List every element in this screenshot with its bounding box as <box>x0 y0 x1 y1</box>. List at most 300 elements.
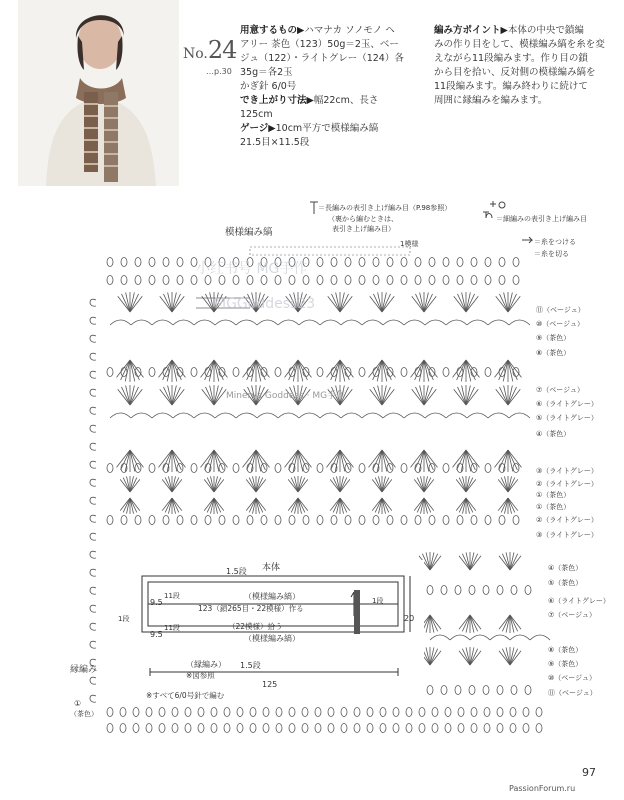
top-edge-2-loop <box>429 276 435 285</box>
band-4-loop <box>513 464 519 473</box>
points-line-1: 本体の中央で鎖編 <box>507 25 584 36</box>
gauge-line-2: 21.5目×11.5段 <box>240 137 310 148</box>
bottom-edge-2-loop <box>406 724 412 733</box>
row-label-bottom-6: ⑥（ライトグレー） <box>548 597 610 605</box>
band-1-loop <box>373 516 379 525</box>
top-edge-2-loop <box>331 276 337 285</box>
left-edge-hook <box>90 497 96 504</box>
bottom-edge-2-loop <box>497 724 503 733</box>
top-edge-loop <box>401 258 407 267</box>
row-label-mid-3: ③（ライトグレー） <box>536 531 598 539</box>
band-10-arch <box>131 320 152 325</box>
gauge-line-1: 10cm平方で模様編み縞 <box>275 123 379 134</box>
hook-note: ※すべて6/0号針で編む <box>146 691 225 700</box>
top-edge-2-loop <box>135 276 141 285</box>
bottom-edge-loop <box>172 708 178 717</box>
left-edge-hook <box>90 533 96 540</box>
bottom-edge-2-loop <box>380 724 386 733</box>
bottom-edge-loop <box>315 708 321 717</box>
row-label-top-11: ⑪（ベージュ） <box>536 306 585 314</box>
schematic-side-b: 9.5 <box>150 630 163 639</box>
bottom-edge-2-loop <box>302 724 308 733</box>
lower-5-loop <box>469 586 475 595</box>
band-4-loop <box>275 464 281 473</box>
band-1-loop <box>317 516 323 525</box>
top-edge-2-loop <box>485 276 491 285</box>
top-edge-2-loop <box>121 276 127 285</box>
band-10-arch <box>110 320 131 325</box>
bottom-edge-loop <box>133 708 139 717</box>
row-label-top-6: ⑥（ライトグレー） <box>536 400 598 408</box>
schematic-left-rows-unit: 段 <box>122 615 130 623</box>
left-edge-hook <box>90 299 96 306</box>
lower-5-loop <box>483 586 489 595</box>
schematic-side-rows-a-unit: 段 <box>172 592 180 600</box>
page-reference: …p.30 <box>206 67 232 76</box>
schematic-side-rows-b-unit: 段 <box>172 624 180 632</box>
band-8-loop <box>485 368 491 377</box>
yarn-line-3: ジュ（122）・ライトグレー（124）各 <box>240 53 404 64</box>
band-8-loop <box>191 368 197 377</box>
lower-11-loop <box>441 686 447 695</box>
lower-5-loop <box>455 586 461 595</box>
schematic-upper-band: （模様編み縞） <box>244 592 300 601</box>
lower-11-loop <box>469 686 475 695</box>
top-edge-loop <box>345 258 351 267</box>
band-1-loop <box>233 516 239 525</box>
band-4-loop <box>429 464 435 473</box>
top-edge-2-loop <box>345 276 351 285</box>
top-edge-loop <box>499 258 505 267</box>
schematic-title: 本体 <box>262 563 281 573</box>
schematic-top-rows <box>226 566 247 577</box>
top-edge-2-loop <box>387 276 393 285</box>
schematic-top-rows-value: 1.5 <box>226 567 239 576</box>
band-1-loop <box>415 516 421 525</box>
bottom-edge-loop <box>484 708 490 717</box>
top-edge-loop <box>373 258 379 267</box>
top-edge-loop <box>163 258 169 267</box>
band-1-loop <box>191 516 197 525</box>
schematic-right-rows <box>372 596 383 606</box>
schematic-bottom-rows-value: 1.5 <box>240 661 253 670</box>
band-4-loop <box>107 464 113 473</box>
page-number: 97 <box>582 766 596 779</box>
bottom-edge-2-loop <box>471 724 477 733</box>
schematic-right-rows-value: 1 <box>372 597 377 605</box>
top-edge-2-loop <box>163 276 169 285</box>
band-4-loop <box>387 464 393 473</box>
row-label-top-5: ⑤（ライトグレー） <box>536 414 598 422</box>
lower-5-loop <box>441 586 447 595</box>
band-6-arch <box>152 413 173 418</box>
band-10-arch <box>446 320 467 325</box>
bottom-edge-loop <box>497 708 503 717</box>
band-6-arch <box>236 413 257 418</box>
left-edge-hook <box>90 479 96 486</box>
left-edge-hook <box>90 389 96 396</box>
schematic-side-rows-a-value: 11 <box>164 592 173 600</box>
bottom-edge-2-loop <box>146 724 152 733</box>
band-6-arch <box>173 413 194 418</box>
left-edge-hook <box>90 551 96 558</box>
band-4-loop <box>303 464 309 473</box>
row-label-bottom-11: ⑪（ベージュ） <box>548 689 597 697</box>
top-edge-2-loop <box>499 276 505 285</box>
band-1-loop <box>485 516 491 525</box>
bottom-edge-2-loop <box>354 724 360 733</box>
band-8-loop <box>275 368 281 377</box>
band-6-arch <box>341 413 362 418</box>
band-10-arch <box>299 320 320 325</box>
bottom-edge-2-loop <box>185 724 191 733</box>
lower-5-loop <box>511 586 517 595</box>
band-8-loop <box>401 368 407 377</box>
top-edge-loop <box>177 258 183 267</box>
top-edge-2-loop <box>107 276 113 285</box>
top-edge-loop <box>317 258 323 267</box>
bottom-edge-loop <box>328 708 334 717</box>
bottom-edge-loop <box>302 708 308 717</box>
top-edge-2-loop <box>177 276 183 285</box>
top-edge-loop <box>457 258 463 267</box>
bottom-edge-loop <box>237 708 243 717</box>
schematic-border-ref: ※図参照 <box>186 671 215 680</box>
band-1-loop <box>261 516 267 525</box>
bottom-edge-2-loop <box>172 724 178 733</box>
band-1-loop <box>247 516 253 525</box>
band-1-loop <box>331 516 337 525</box>
band-1-loop <box>177 516 183 525</box>
watermark-1: Minerva Goddess · MG手作 <box>226 391 346 401</box>
band-10-arch <box>215 320 236 325</box>
left-edge-hook <box>90 407 96 414</box>
band-8-loop <box>107 368 113 377</box>
bottom-edge-loop <box>120 708 126 717</box>
band-1-loop <box>219 516 225 525</box>
bottom-edge-2-loop <box>393 724 399 733</box>
band-10-arch <box>194 320 215 325</box>
row-label-top-9: ⑨（茶色） <box>536 334 571 342</box>
one-pattern-label: 1模様 <box>400 240 419 248</box>
top-edge-loop <box>443 258 449 267</box>
band-6-arch <box>278 413 299 418</box>
schematic-cast-on: 123（鎖265目・22模様）作る <box>198 604 304 613</box>
lower-8-arch <box>490 635 510 640</box>
schematic-bottom-rows-unit: 段 <box>252 661 261 670</box>
band-6-arch <box>194 413 215 418</box>
lower-5-loop <box>525 586 531 595</box>
band-6-arch <box>404 413 425 418</box>
bottom-edge-2-loop <box>328 724 334 733</box>
size-heading: でき上がり寸法▶ <box>240 95 314 106</box>
bottom-edge-2-loop <box>484 724 490 733</box>
bottom-edge-loop <box>107 708 113 717</box>
legend-line-1: ＝長編みの表引き上げ編み目（P.98参照） <box>318 204 452 212</box>
lower-11-loop <box>455 686 461 695</box>
schematic-bottom-rows <box>240 660 261 671</box>
row-label-bottom-7: ⑦（ベージュ） <box>548 611 596 619</box>
gauge-heading: ゲージ▶ <box>240 123 276 134</box>
band-1-loop <box>359 516 365 525</box>
bottom-edge-2-loop <box>432 724 438 733</box>
lower-8-arch <box>530 635 550 640</box>
band-10-arch <box>404 320 425 325</box>
row-label-top-2: ②（ライトグレー） <box>536 480 598 488</box>
row-label-mid-1: ①（茶色） <box>536 503 571 511</box>
band-10-arch <box>383 320 404 325</box>
row-label-top-7: ⑦（ベージュ） <box>536 386 584 394</box>
bottom-edge-2-loop <box>133 724 139 733</box>
band-8-loop <box>149 368 155 377</box>
top-edge-2-loop <box>457 276 463 285</box>
band-1-loop <box>289 516 295 525</box>
band-1-loop <box>107 516 113 525</box>
pattern-number-value: 24 <box>207 36 237 64</box>
band-6-arch <box>110 413 131 418</box>
left-edge-hook <box>90 335 96 342</box>
band-6-arch <box>131 413 152 418</box>
materials-heading: 用意するもの▶ <box>240 25 305 36</box>
row-label-top-10: ⑩（ベージュ） <box>536 320 584 328</box>
bottom-edge-2-loop <box>289 724 295 733</box>
bottom-edge-2-loop <box>107 724 113 733</box>
schematic-side-rows-b-value: 11 <box>164 624 173 632</box>
band-10-arch <box>278 320 299 325</box>
top-edge-loop <box>471 258 477 267</box>
band-10-arch <box>257 320 278 325</box>
band-4-loop <box>443 464 449 473</box>
band-6-arch <box>362 413 383 418</box>
band-1-loop <box>401 516 407 525</box>
lower-11-loop <box>511 686 517 695</box>
bottom-edge-2-loop <box>120 724 126 733</box>
lower-11-loop <box>497 686 503 695</box>
bottom-edge-2-loop <box>536 724 542 733</box>
chart-title: 模様編み縞 <box>225 227 273 238</box>
band-4-loop <box>317 464 323 473</box>
top-edge-loop <box>513 258 519 267</box>
bottom-edge-loop <box>432 708 438 717</box>
left-edge-hook <box>90 623 96 630</box>
points-line-2: みの作り目をして、模様編み縞を糸を変 <box>434 39 605 50</box>
band-1-loop <box>303 516 309 525</box>
band-4-loop <box>149 464 155 473</box>
band-6-arch <box>446 413 467 418</box>
bottom-edge-2-loop <box>315 724 321 733</box>
left-edge-hook <box>90 371 96 378</box>
schematic-pickup: （22模様）拾う <box>228 622 283 631</box>
band-4-loop <box>135 464 141 473</box>
pattern-number-label: No. <box>183 46 208 62</box>
bottom-edge-loop <box>380 708 386 717</box>
band-1-loop <box>499 516 505 525</box>
lower-8-arch <box>450 635 470 640</box>
schematic-side-rows-b <box>164 623 180 633</box>
row-label-bottom-4: ④（茶色） <box>548 564 583 572</box>
band-4-loop <box>359 464 365 473</box>
top-edge-2-loop <box>513 276 519 285</box>
band-1-loop <box>135 516 141 525</box>
band-4-loop <box>401 464 407 473</box>
bottom-edge-loop <box>471 708 477 717</box>
bottom-edge-loop <box>406 708 412 717</box>
band-10-arch <box>362 320 383 325</box>
band-10-arch <box>467 320 488 325</box>
band-6-arch <box>215 413 236 418</box>
bottom-edge-loop <box>289 708 295 717</box>
bottom-edge-loop <box>185 708 191 717</box>
points-line-3: えながら11段編みます。作り目の鎖 <box>434 53 588 64</box>
site-credit: PassionForum.ru <box>509 784 576 793</box>
bottom-edge-2-loop <box>367 724 373 733</box>
left-edge-hook <box>90 317 96 324</box>
left-edge-hook <box>90 353 96 360</box>
bottom-edge-2-loop <box>224 724 230 733</box>
points-line-5: 11段編みます。編み終わりに続けて <box>434 81 588 92</box>
band-1-loop <box>471 516 477 525</box>
edging-color: （茶色） <box>70 710 98 718</box>
schematic-top-rows-unit: 段 <box>238 567 247 576</box>
bottom-edge-loop <box>354 708 360 717</box>
left-edge-hook <box>90 641 96 648</box>
row-label-top-4: ④（茶色） <box>536 430 571 438</box>
top-edge-loop <box>107 258 113 267</box>
bottom-edge-loop <box>211 708 217 717</box>
points-line-6: 周囲に縁編みを編みます。 <box>434 95 548 106</box>
top-edge-2-loop <box>317 276 323 285</box>
band-1-loop <box>387 516 393 525</box>
bottom-edge-loop <box>263 708 269 717</box>
bottom-edge-2-loop <box>445 724 451 733</box>
watermark-2: 小红书号 MG手作 <box>196 261 308 277</box>
band-6-arch <box>509 413 530 418</box>
band-1-loop <box>443 516 449 525</box>
legend-line-4: ＝細編みの表引き上げ編み目 <box>496 215 587 223</box>
schematic-length: 125 <box>262 680 278 689</box>
schematic-border: （縁編み） <box>186 660 226 669</box>
top-edge-2-loop <box>149 276 155 285</box>
band-6-arch <box>299 413 320 418</box>
band-6-arch <box>488 413 509 418</box>
bottom-edge-loop <box>367 708 373 717</box>
lower-5-loop <box>497 586 503 595</box>
points-heading: 編み方ポイント▶ <box>434 25 508 36</box>
bottom-edge-loop <box>341 708 347 717</box>
left-edge-hook <box>90 443 96 450</box>
row-label-bottom-5: ⑤（茶色） <box>548 579 583 587</box>
bottom-edge-loop <box>510 708 516 717</box>
top-edge-loop <box>149 258 155 267</box>
bottom-edge-2-loop <box>419 724 425 733</box>
top-edge-2-loop <box>401 276 407 285</box>
top-edge-loop <box>135 258 141 267</box>
band-1-loop <box>205 516 211 525</box>
points-line-4: から目を拾い、反対側の模様編み縞を <box>434 67 596 78</box>
schematic-right-rows-unit: 段 <box>376 597 384 605</box>
band-6-arch <box>320 413 341 418</box>
band-6-arch <box>467 413 488 418</box>
bottom-edge-loop <box>250 708 256 717</box>
legend-line-2: （裏から編むときは、 <box>328 215 398 223</box>
band-6-arch <box>383 413 404 418</box>
row-label-top-1: ①（茶色） <box>536 491 571 499</box>
top-edge-loop <box>121 258 127 267</box>
band-4-loop <box>219 464 225 473</box>
bottom-edge-2-loop <box>510 724 516 733</box>
bottom-edge-2-loop <box>523 724 529 733</box>
bottom-edge-2-loop <box>263 724 269 733</box>
edging-label-text: 縁編み <box>70 665 98 675</box>
bottom-edge-2-loop <box>211 724 217 733</box>
bottom-edge-loop <box>523 708 529 717</box>
band-8-loop <box>359 368 365 377</box>
band-10-arch <box>173 320 194 325</box>
lower-11-loop <box>525 686 531 695</box>
band-10-arch <box>341 320 362 325</box>
row-label-bottom-8: ⑧（茶色） <box>548 646 583 654</box>
bottom-edge-loop <box>224 708 230 717</box>
left-edge-hook <box>90 587 96 594</box>
schematic-lower-band: （模様編み縞） <box>244 634 300 643</box>
bottom-edge-loop <box>536 708 542 717</box>
band-8-loop <box>233 368 239 377</box>
top-edge-2-loop <box>471 276 477 285</box>
top-edge-2-loop <box>373 276 379 285</box>
band-4-loop <box>345 464 351 473</box>
schematic-height: 20 <box>404 614 415 623</box>
top-edge-loop <box>387 258 393 267</box>
band-10-arch <box>509 320 530 325</box>
bottom-edge-2-loop <box>159 724 165 733</box>
band-6-arch <box>257 413 278 418</box>
band-8-loop <box>443 368 449 377</box>
band-6-arch <box>425 413 446 418</box>
yarn-line-1: ハマナカ ソノモノ ヘ <box>304 25 395 36</box>
bottom-edge-2-loop <box>237 724 243 733</box>
left-edge-hook <box>90 461 96 468</box>
band-1-loop <box>149 516 155 525</box>
band-1-loop <box>163 516 169 525</box>
top-edge-2-loop <box>443 276 449 285</box>
band-1-loop <box>345 516 351 525</box>
schematic-left-rows-value: 1 <box>118 615 123 623</box>
band-1-loop <box>121 516 127 525</box>
bottom-edge-loop <box>419 708 425 717</box>
bottom-edge-loop <box>445 708 451 717</box>
legend-line-3: 表引き上げ編み目） <box>332 225 395 233</box>
lower-8-arch <box>470 635 490 640</box>
legend-line-6: ＝糸を切る <box>534 250 569 258</box>
band-4-loop <box>485 464 491 473</box>
size-line-1: 幅22cm、長さ <box>313 95 379 106</box>
schematic-left-rows <box>118 614 129 624</box>
bottom-edge-loop <box>146 708 152 717</box>
edging-row-number: ① <box>74 699 82 708</box>
schematic-side-a: 9.5 <box>150 598 163 607</box>
bottom-edge-loop <box>159 708 165 717</box>
row-label-mid-2: ②（ライトグレー） <box>536 516 598 524</box>
lower-11-loop <box>483 686 489 695</box>
left-edge-hook <box>90 515 96 522</box>
top-edge-loop <box>415 258 421 267</box>
top-edge-loop <box>331 258 337 267</box>
bottom-edge-2-loop <box>341 724 347 733</box>
legend-line-5: ＝糸をつける <box>534 238 576 246</box>
band-1-loop <box>457 516 463 525</box>
top-edge-loop <box>429 258 435 267</box>
lower-8-arch <box>430 635 450 640</box>
